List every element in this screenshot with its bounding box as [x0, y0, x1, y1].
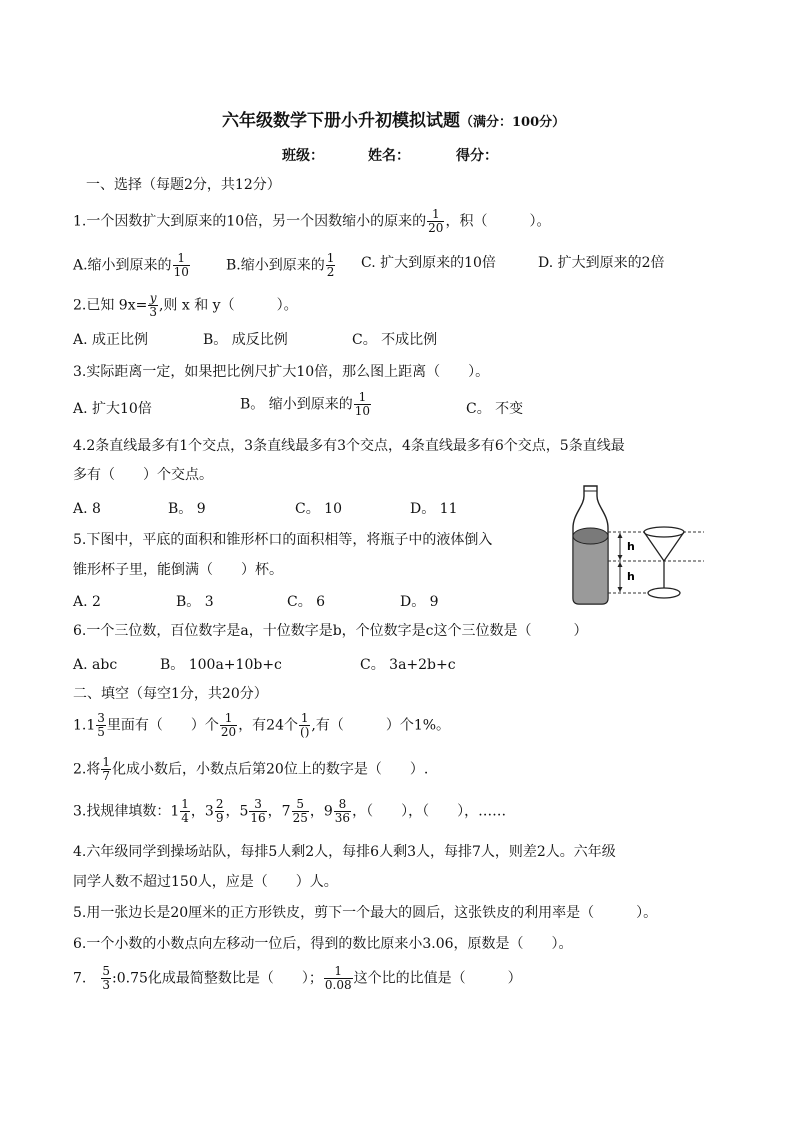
- s1-q4-option-d: D。 11: [410, 501, 458, 517]
- s1-q1-option-a: A.缩小到原来的 $\frac{1}{10}$: [73, 251, 189, 279]
- s1-q4-option-c: C。 10: [295, 501, 342, 517]
- bottle-cone-illustration: [566, 484, 726, 608]
- s1-q1-option-c: C. 扩大到原来的10倍: [361, 255, 496, 271]
- s1-question-6: 6.一个三位数，百位数字是a，十位数字是b，个位数字是c这个三位数是（ ）: [73, 623, 588, 639]
- s1-q4-option-a: A. 8: [73, 501, 101, 517]
- h-label-1: h: [627, 540, 635, 553]
- section-1-heading: 一、选择（每题2分，共12分）: [86, 177, 281, 193]
- s1-question-2: 2.已知 9x= $\frac{y}{3}$ ,则 x 和 y（ ）。: [73, 291, 298, 319]
- s1-q3-option-b: B。 缩小到原来的 $\frac{1}{10}$: [240, 390, 371, 418]
- s1-question-4-line-1: 4.2条直线最多有1个交点，3条直线最多有3个交点，4条直线最多有6个交点，5条直线最: [73, 438, 625, 454]
- s1-q5-option-d: D。 9: [400, 594, 439, 610]
- s2-question-4-line-1: 4.六年级同学到操场站队，每排5人剩2人，每排6人剩3人，每排7人，则差2人。六年级: [73, 844, 616, 860]
- s2-question-5: 5.用一张边长是20厘米的正方形铁皮，剪下一个最大的圆后，这张铁皮的利用率是（ ）。: [73, 905, 658, 921]
- s1-question-3: 3.实际距离一定，如果把比例尺扩大10倍，那么图上距离（ ）。: [73, 364, 490, 380]
- s1-q5-option-a: A. 2: [73, 594, 101, 610]
- class-label: 班级：: [282, 148, 324, 164]
- s1-q3-option-a: A. 扩大10倍: [73, 401, 152, 417]
- s2-question-2: 2.将 $\frac{1}{7}$ 化成小数后，小数点后第20位上的数字是（ ）.: [73, 755, 429, 783]
- cone-rim: [644, 527, 684, 537]
- s1-question-4-line-2: 多有（ ）个交点。: [73, 467, 213, 483]
- full-score: （满分：100分）: [460, 115, 566, 130]
- cone-base: [648, 588, 680, 598]
- exam-title: 六年级数学下册小升初模拟试题（满分：100分）: [222, 111, 566, 131]
- s1-q1-option-d: D. 扩大到原来的2倍: [538, 255, 665, 271]
- s1-q5-option-c: C。 6: [287, 594, 326, 610]
- s1-q6-option-c: C。 3a+2b+c: [360, 657, 456, 673]
- s1-q4-option-b: B。 9: [168, 501, 206, 517]
- s1-q2-option-c: C。 不成比例: [352, 332, 438, 348]
- s1-question-5-line-1: 5.下图中，平底的面积和锥形杯口的面积相等，将瓶子中的液体倒入: [73, 532, 493, 548]
- s2-question-3: 3.找规律填数：1 $\frac{1}{4}$ ，3 $\frac{2}{9}$ ，5 $\frac{3}{16}$ ，7 $\frac{5}{25}$ ，9 $\frac{8}{36}$ ，（ ），（ ），……: [73, 797, 507, 825]
- name-label: 姓名：: [368, 148, 410, 164]
- s2-question-6: 6.一个小数的小数点向左移动一位后，得到的数比原来小3.06，原数是（ ）。: [73, 936, 573, 952]
- s1-q3-option-c: C。 不变: [466, 401, 524, 417]
- s2-question-4-line-2: 同学人数不超过150人，应是（ ）人。: [73, 874, 338, 890]
- s1-q1-option-b: B.缩小到原来的 $\frac{1}{2}$: [226, 251, 335, 279]
- h-label-2: h: [627, 570, 635, 583]
- s1-q2-option-a: A. 成正比例: [73, 332, 149, 348]
- s1-question-1: 1.一个因数扩大到原来的10倍，另一个因数缩小的原来的 $\frac{1}{20}$ ，积（ ）。: [73, 207, 551, 235]
- s2-question-1: 1.1 $\frac{3}{5}$ 里面有（ ）个 $\frac{1}{20}$ ，有24个 $\frac{1}{()}$ ,有（ ）个1%。: [73, 711, 451, 739]
- s2-question-7: 7. $\frac{5}{3}$ :0.75化成最简整数比是（ ）； $\frac{1}{0.08}$ 这个比的比值是（ ）: [73, 964, 522, 992]
- s1-question-5-line-2: 锥形杯子里，能倒满（ ）杯。: [73, 562, 283, 578]
- s1-q5-option-b: B。 3: [176, 594, 214, 610]
- s1-q6-option-b: B。 100a+10b+c: [160, 657, 282, 673]
- bottle-cone-figure: [566, 484, 726, 612]
- s1-q2-option-b: B。 成反比例: [203, 332, 288, 348]
- score-label: 得分：: [456, 148, 498, 164]
- section-2-heading: 二、填空（每空1分，共20分）: [73, 686, 268, 702]
- s1-q6-option-a: A. abc: [73, 657, 118, 673]
